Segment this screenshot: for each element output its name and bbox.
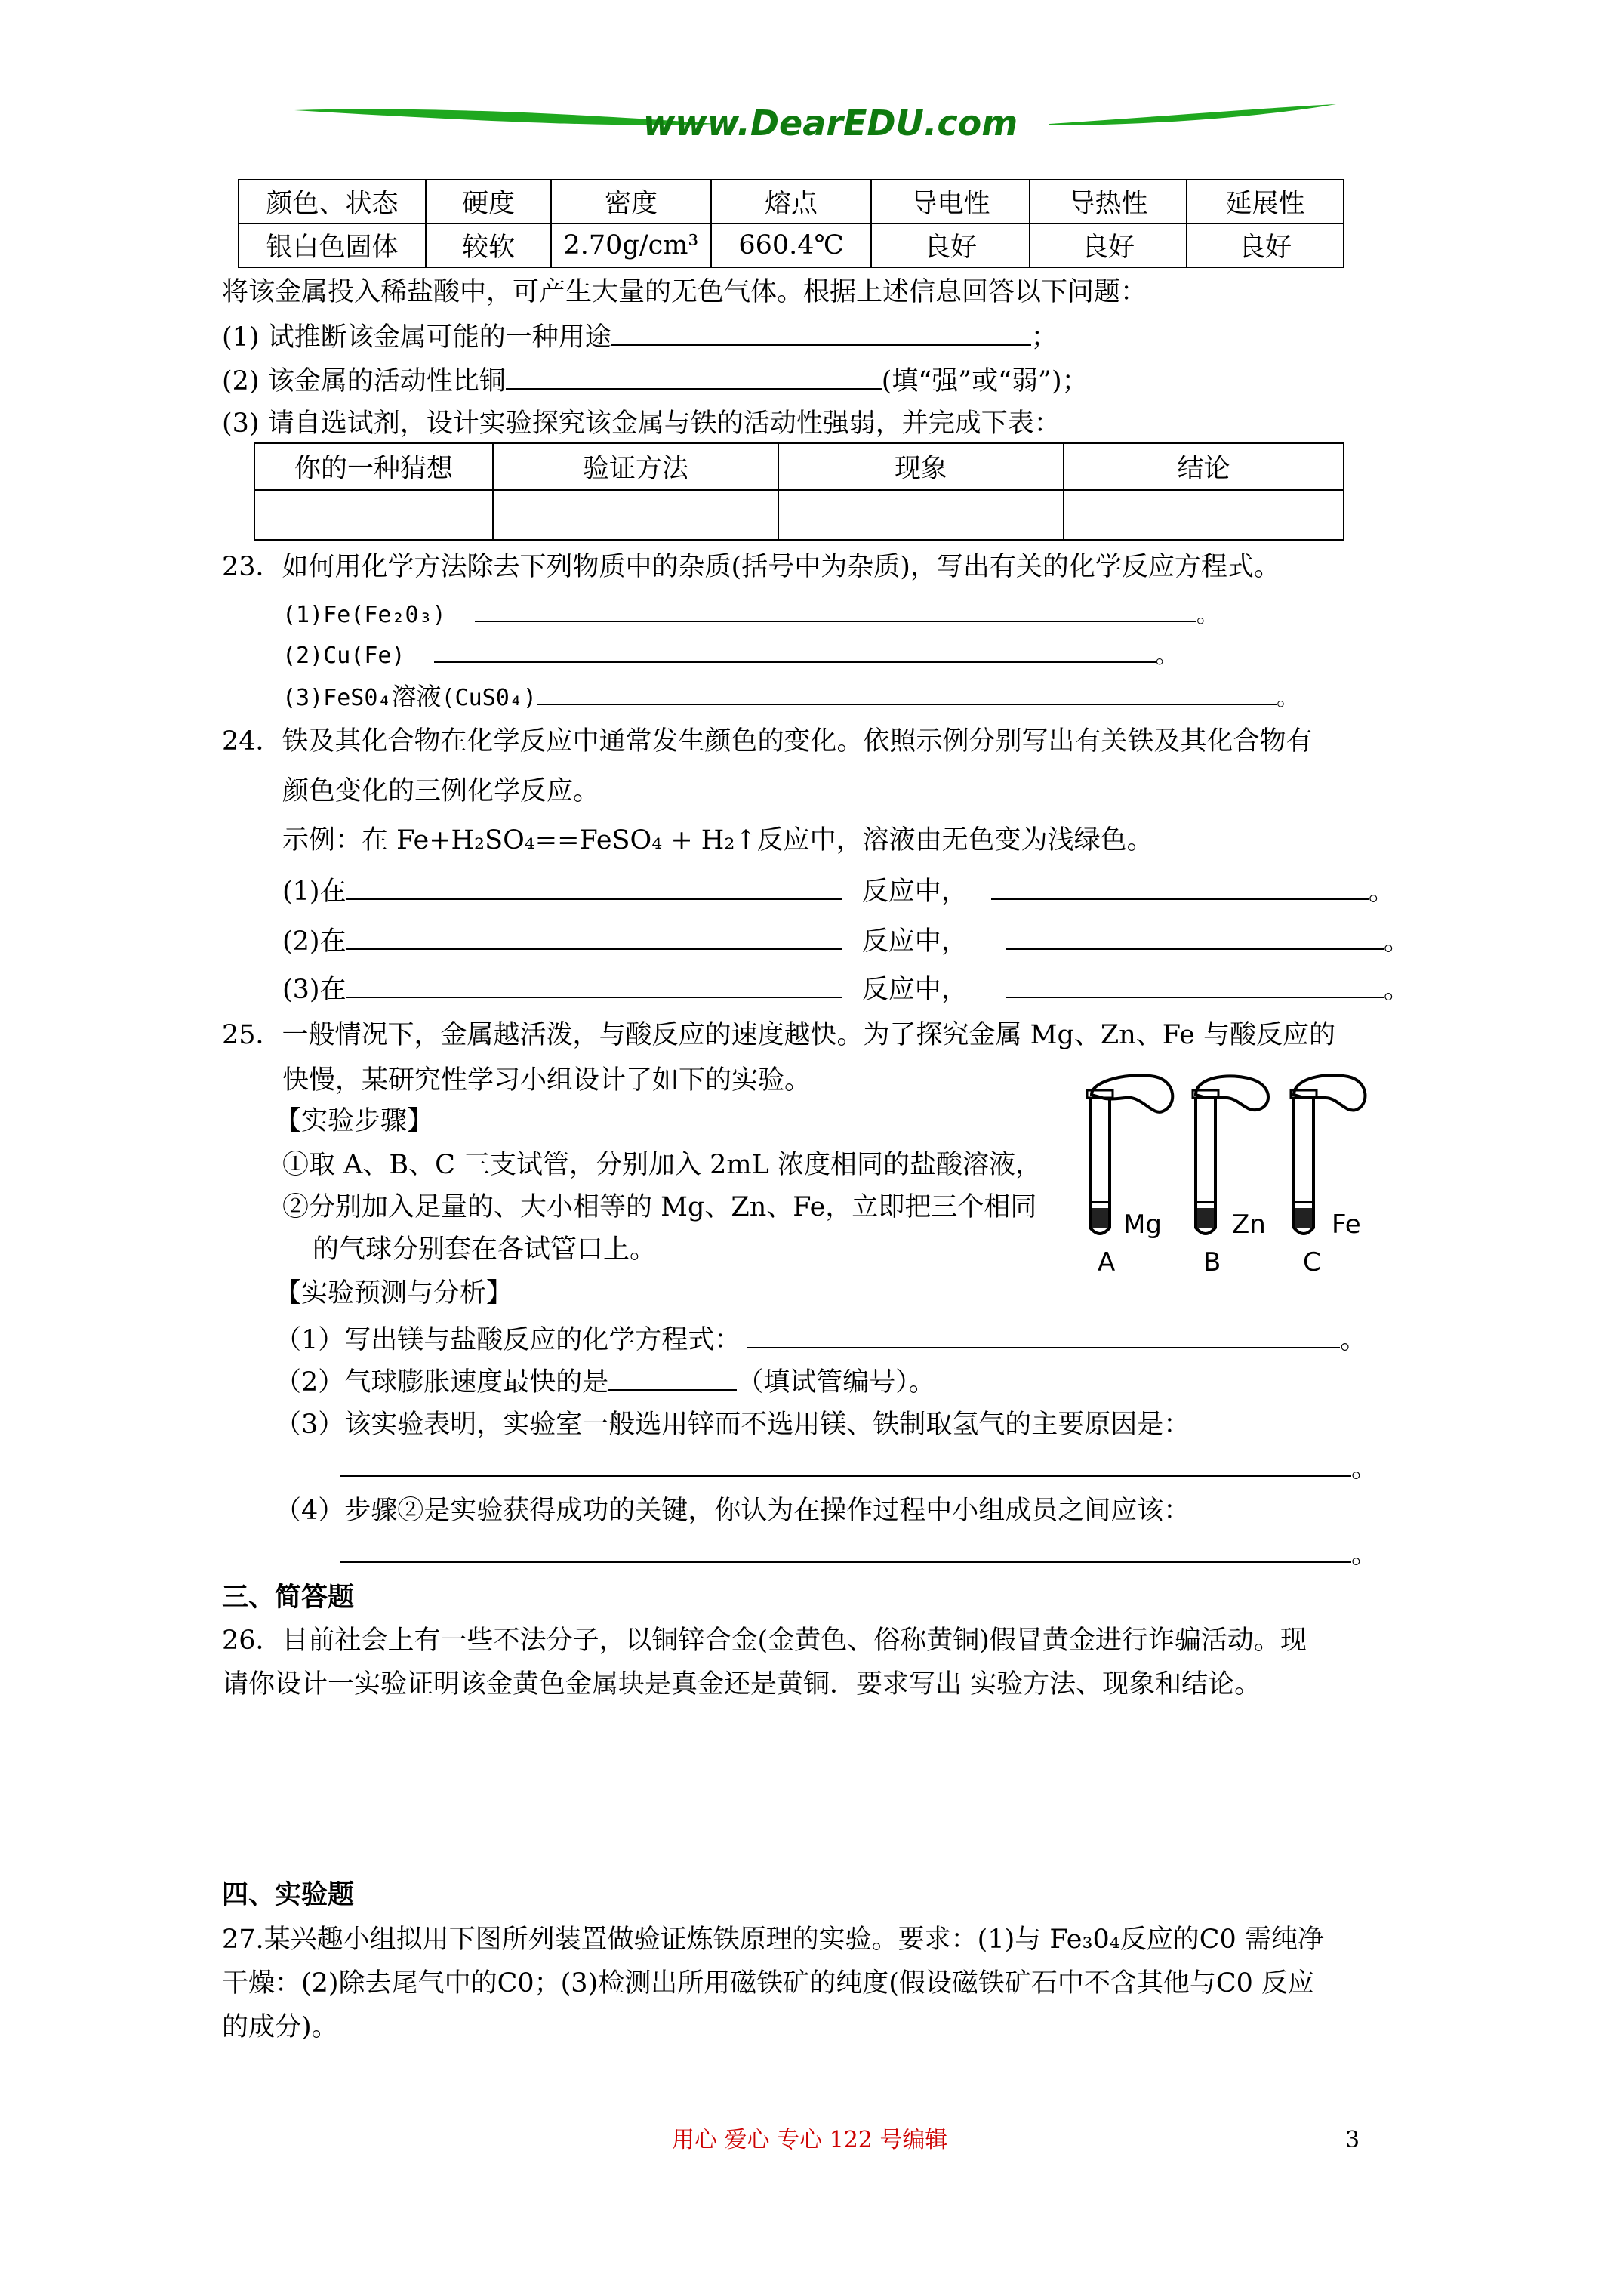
page-number: 3 xyxy=(1345,2127,1360,2153)
q25-analysis-1: （1）写出镁与盐酸反应的化学方程式： 。 xyxy=(275,1325,1367,1355)
q25-analysis-title: 【实验预测与分析】 xyxy=(275,1278,513,1308)
table-cell: 良好 xyxy=(1030,223,1187,267)
q25-stem-1: 25．一般情况下，金属越活泼，与酸反应的速度越快。为了探究金属 Mg、Zn、Fe 与酸反应的 xyxy=(222,1020,1335,1050)
answer-blank[interactable] xyxy=(611,323,1031,346)
table-cell: 良好 xyxy=(871,223,1030,267)
answer-blank[interactable] xyxy=(434,640,1156,663)
answer-blank[interactable] xyxy=(1006,975,1384,998)
table-cell: 较软 xyxy=(426,223,551,267)
q26-line2: 请你设计一实验证明该金黄色金属块是真金还是黄铜．要求写出 实验方法、现象和结论。 xyxy=(222,1669,1261,1700)
site-logo-text: www.DearEDU.com xyxy=(642,103,1018,143)
answer-blank[interactable] xyxy=(991,877,1369,900)
header-banner xyxy=(294,98,1336,143)
table-row xyxy=(254,490,1344,540)
q24-stem-2: 颜色变化的三例化学反应。 xyxy=(282,776,600,806)
answer-blank[interactable] xyxy=(346,927,842,950)
answer-blank[interactable] xyxy=(608,1368,737,1391)
answer-blank[interactable] xyxy=(346,877,842,900)
q25-step1: ①取 A、B、C 三支试管，分别加入 2mL 浓度相同的盐酸溶液， xyxy=(282,1150,1042,1180)
answer-blank[interactable] xyxy=(537,683,1277,705)
q25-step2-cont: 的气球分别套在各试管口上。 xyxy=(313,1234,657,1265)
q24-line2: (2)在 反应中， 。 xyxy=(282,926,1410,957)
footer-note: 用心 爱心 专心 122 号编辑 xyxy=(672,2127,948,2153)
table-row xyxy=(254,443,1344,490)
q24-stem-1: 24．铁及其化合物在化学反应中通常发生颜色的变化。依照示例分别写出有关铁及其化合物有 xyxy=(222,726,1313,757)
table-header-cell: 结论 xyxy=(1064,443,1344,490)
answer-blank[interactable] xyxy=(346,975,842,998)
answer-blank[interactable] xyxy=(1006,927,1384,950)
q23-item3: (3)FeS0₄溶液(CuS0₄) 。 xyxy=(282,682,1299,711)
experiment-table xyxy=(254,442,1344,541)
table-header-cell: 颜色、状态 xyxy=(239,180,426,223)
q25-analysis-4: （4）步骤②是实验获得成功的关键，你认为在操作过程中小组成员之间应该： xyxy=(275,1496,1190,1526)
table-header-cell: 密度 xyxy=(551,180,711,223)
table-header-cell: 熔点 xyxy=(711,180,871,223)
q25-analysis-3-answer: 。 xyxy=(340,1454,1378,1482)
q22-part2: (2) 该金属的活动性比铜 (填“强”或“弱”)； xyxy=(222,366,1089,396)
tube-metal-label: Mg xyxy=(1123,1210,1162,1240)
tube-metal-label: Zn xyxy=(1232,1210,1266,1240)
q24-line1: (1)在 反应中， 。 xyxy=(282,877,1395,907)
q23-stem: 23．如何用化学方法除去下列物质中的杂质(括号中为杂质)，写出有关的化学反应方程式。 xyxy=(222,552,1280,582)
section-3-title: 三、简答题 xyxy=(222,1582,355,1613)
q27-line1: 27.某兴趣小组拟用下图所列装置做验证炼铁原理的实验。要求：(1)与 Fe₃0₄反应的C0 需纯净 xyxy=(222,1925,1324,1955)
q24-line3: (3)在 反应中， 。 xyxy=(282,975,1410,1005)
table-row xyxy=(239,223,1344,267)
q23-item2: (2)Cu(Fe) 。 xyxy=(282,640,1178,667)
tube-metal-label: Fe xyxy=(1332,1210,1361,1240)
q27-line2: 干燥：(2)除去尾气中的C0；(3)检测出所用磁铁矿的纯度(假设磁铁矿石中不含其他与C0 反应 xyxy=(222,1968,1315,1999)
table-header-cell: 验证方法 xyxy=(493,443,778,490)
table-header-cell: 延展性 xyxy=(1187,180,1344,223)
answer-blank[interactable] xyxy=(340,1454,1351,1477)
q24-example: 示例：在 Fe+H₂SO₄==FeSO₄ + H₂↑反应中，溶液由无色变为浅绿色。 xyxy=(282,825,1153,855)
tube-letter-label: C xyxy=(1303,1247,1321,1277)
q23-item1: (1)Fe(Fe₂0₃) 。 xyxy=(282,599,1219,627)
answer-cell[interactable] xyxy=(778,490,1064,540)
answer-blank[interactable] xyxy=(475,599,1196,622)
q22-part3: (3) 请自选试剂，设计实验探究该金属与铁的活动性强弱，并完成下表： xyxy=(222,408,1061,439)
tube-letter-label: A xyxy=(1098,1247,1116,1277)
table-header-cell: 硬度 xyxy=(426,180,551,223)
answer-blank[interactable] xyxy=(747,1326,1340,1348)
test-tube-figure xyxy=(1064,1072,1397,1276)
table-cell: 2.70g/cm³ xyxy=(551,223,711,267)
q25-step2: ②分别加入足量的、大小相等的 Mg、Zn、Fe，立即把三个相同 xyxy=(282,1192,1037,1222)
q22-part1: (1) 试推断该金属可能的一种用途 ； xyxy=(222,322,1058,353)
answer-cell[interactable] xyxy=(493,490,778,540)
table-header-cell: 导电性 xyxy=(871,180,1030,223)
test-tubes-svg xyxy=(1064,1072,1397,1276)
q26-line1: 26．目前社会上有一些不法分子，以铜锌合金(金黄色、俗称黄铜)假冒黄金进行诈骗活动。现 xyxy=(222,1626,1307,1656)
q25-stem-2: 快慢，某研究性学习小组设计了如下的实验。 xyxy=(282,1065,812,1096)
table-cell: 良好 xyxy=(1187,223,1344,267)
q25-steps-title: 【实验步骤】 xyxy=(275,1106,434,1136)
table-cell: 660.4℃ xyxy=(711,223,871,267)
q22-intro: 将该金属投入稀盐酸中，可产生大量的无色气体。根据上述信息回答以下问题： xyxy=(222,277,1147,307)
table-header-cell: 你的一种猜想 xyxy=(254,443,493,490)
metal-properties-table xyxy=(238,179,1344,268)
tube-letter-label: B xyxy=(1203,1247,1221,1277)
section-4-title: 四、实验题 xyxy=(222,1879,355,1910)
q27-line3: 的成分)。 xyxy=(222,2012,338,2042)
q25-analysis-3: （3）该实验表明，实验室一般选用锌而不选用镁、铁制取氢气的主要原因是： xyxy=(275,1410,1190,1440)
q25-analysis-2: （2）气球膨胀速度最快的是 （填试管编号）。 xyxy=(275,1367,935,1398)
table-cell: 银白色固体 xyxy=(239,223,426,267)
answer-cell[interactable] xyxy=(1064,490,1344,540)
table-header-cell: 导热性 xyxy=(1030,180,1187,223)
answer-blank[interactable] xyxy=(340,1540,1351,1563)
q25-analysis-4-answer: 。 xyxy=(340,1540,1378,1568)
table-header-cell: 现象 xyxy=(778,443,1064,490)
answer-blank[interactable] xyxy=(506,367,882,390)
answer-cell[interactable] xyxy=(254,490,493,540)
table-row xyxy=(239,180,1344,223)
